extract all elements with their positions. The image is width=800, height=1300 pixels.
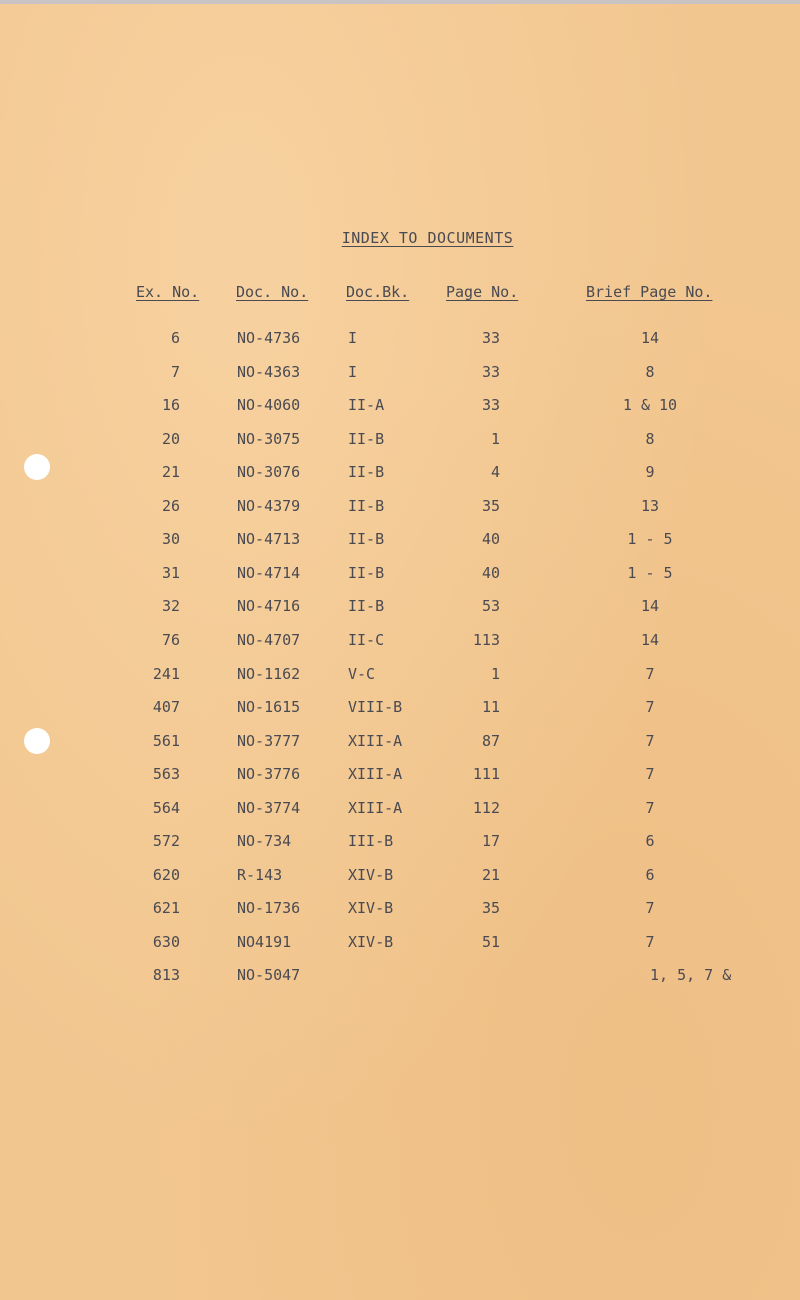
page-no-cell: 35 bbox=[481, 899, 500, 917]
page-no-cell: 51 bbox=[481, 933, 500, 951]
table-row bbox=[0, 363, 800, 397]
brief-page-no-cell: 14 bbox=[640, 329, 660, 347]
page-no-cell: 33 bbox=[481, 363, 500, 381]
doc-no-cell: NO4191 bbox=[237, 933, 292, 951]
brief-page-no-cell: 7 bbox=[645, 732, 655, 750]
page-no-cell: 11 bbox=[481, 698, 500, 716]
page-no-cell: 1 bbox=[490, 430, 500, 448]
ex-no-cell: 563 bbox=[152, 765, 180, 783]
page-no-cell: 113 bbox=[472, 631, 500, 649]
brief-page-no-cell: 8 bbox=[645, 363, 655, 381]
doc-no-cell: NO-4060 bbox=[237, 396, 301, 414]
brief-page-no-cell: 7 bbox=[645, 933, 655, 951]
header-ex-no: Ex. No. bbox=[136, 283, 200, 301]
document-title: INDEX TO DOCUMENTS bbox=[341, 229, 514, 247]
ex-no-cell: 31 bbox=[161, 564, 180, 582]
ex-no-cell: 630 bbox=[152, 933, 180, 951]
brief-page-no-cell: 1 & 10 bbox=[622, 396, 678, 414]
ex-no-cell: 564 bbox=[152, 799, 180, 817]
doc-bk-cell: I bbox=[348, 329, 358, 347]
doc-bk-cell: XIII-A bbox=[348, 732, 403, 750]
header-doc-no: Doc. No. bbox=[236, 283, 309, 301]
doc-bk-cell: XIV-B bbox=[348, 866, 394, 884]
table-row bbox=[0, 732, 800, 766]
ex-no-cell: 20 bbox=[161, 430, 180, 448]
doc-no-cell: NO-1736 bbox=[237, 899, 301, 917]
table-row bbox=[0, 631, 800, 665]
doc-no-cell: NO-4363 bbox=[237, 363, 301, 381]
ex-no-cell: 813 bbox=[152, 966, 180, 984]
table-row bbox=[0, 832, 800, 866]
table-row bbox=[0, 933, 800, 967]
ex-no-cell: 7 bbox=[170, 363, 180, 381]
doc-no-cell: NO-1162 bbox=[237, 665, 301, 683]
brief-page-no-cell: 1, 5, 7 & bbox=[650, 966, 732, 984]
brief-page-no-cell: 7 bbox=[645, 665, 655, 683]
doc-no-cell: NO-734 bbox=[237, 832, 292, 850]
table-row bbox=[0, 866, 800, 900]
doc-no-cell: NO-3774 bbox=[237, 799, 301, 817]
ex-no-cell: 572 bbox=[152, 832, 180, 850]
page-no-cell: 87 bbox=[481, 732, 500, 750]
doc-bk-cell: XIII-A bbox=[348, 799, 403, 817]
doc-bk-cell: XIII-A bbox=[348, 765, 403, 783]
brief-page-no-cell: 7 bbox=[645, 765, 655, 783]
table-row bbox=[0, 396, 800, 430]
brief-page-no-cell: 7 bbox=[645, 698, 655, 716]
header-page-no: Page No. bbox=[446, 283, 519, 301]
ex-no-cell: 561 bbox=[152, 732, 180, 750]
doc-bk-cell: V-C bbox=[348, 665, 376, 683]
page-no-cell: 33 bbox=[481, 329, 500, 347]
doc-bk-cell: II-B bbox=[348, 564, 385, 582]
doc-bk-cell: II-C bbox=[348, 631, 385, 649]
doc-bk-cell: VIII-B bbox=[348, 698, 403, 716]
doc-no-cell: NO-4716 bbox=[237, 597, 301, 615]
table-row bbox=[0, 430, 800, 464]
doc-bk-cell: II-A bbox=[348, 396, 385, 414]
brief-page-no-cell: 13 bbox=[640, 497, 660, 515]
page-no-cell: 111 bbox=[472, 765, 500, 783]
doc-bk-cell: II-B bbox=[348, 430, 385, 448]
ex-no-cell: 30 bbox=[161, 530, 180, 548]
table-row bbox=[0, 799, 800, 833]
doc-bk-cell: I bbox=[348, 363, 358, 381]
doc-no-cell: NO-3777 bbox=[237, 732, 301, 750]
page-no-cell: 40 bbox=[481, 530, 500, 548]
table-row bbox=[0, 899, 800, 933]
brief-page-no-cell: 1 - 5 bbox=[627, 564, 673, 582]
table-row bbox=[0, 530, 800, 564]
doc-no-cell: NO-4736 bbox=[237, 329, 301, 347]
doc-no-cell: R-143 bbox=[237, 866, 283, 884]
brief-page-no-cell: 7 bbox=[645, 799, 655, 817]
doc-no-cell: NO-5047 bbox=[237, 966, 301, 984]
header-doc-bk: Doc.Bk. bbox=[346, 283, 410, 301]
doc-no-cell: NO-4379 bbox=[237, 497, 301, 515]
brief-page-no-cell: 14 bbox=[640, 597, 660, 615]
doc-no-cell: NO-4714 bbox=[237, 564, 301, 582]
table-row bbox=[0, 698, 800, 732]
brief-page-no-cell: 6 bbox=[645, 866, 655, 884]
ex-no-cell: 407 bbox=[152, 698, 180, 716]
brief-page-no-cell: 8 bbox=[645, 430, 655, 448]
doc-bk-cell: XIV-B bbox=[348, 933, 394, 951]
doc-bk-cell: II-B bbox=[348, 497, 385, 515]
doc-bk-cell: II-B bbox=[348, 530, 385, 548]
page-no-cell: 33 bbox=[481, 396, 500, 414]
table-row bbox=[0, 765, 800, 799]
brief-page-no-cell: 9 bbox=[645, 463, 655, 481]
doc-no-cell: NO-3075 bbox=[237, 430, 301, 448]
doc-no-cell: NO-1615 bbox=[237, 698, 301, 716]
ex-no-cell: 76 bbox=[161, 631, 180, 649]
ex-no-cell: 16 bbox=[161, 396, 180, 414]
table-row bbox=[0, 497, 800, 531]
ex-no-cell: 241 bbox=[152, 665, 180, 683]
scan-top-edge bbox=[0, 0, 800, 4]
header-brief-page-no: Brief Page No. bbox=[586, 283, 713, 301]
ex-no-cell: 621 bbox=[152, 899, 180, 917]
doc-bk-cell: II-B bbox=[348, 597, 385, 615]
doc-no-cell: NO-3776 bbox=[237, 765, 301, 783]
brief-page-no-cell: 14 bbox=[640, 631, 660, 649]
page-no-cell: 35 bbox=[481, 497, 500, 515]
table-row bbox=[0, 966, 800, 1000]
doc-bk-cell: XIV-B bbox=[348, 899, 394, 917]
page-no-cell: 112 bbox=[472, 799, 500, 817]
ex-no-cell: 6 bbox=[170, 329, 180, 347]
page-no-cell: 21 bbox=[481, 866, 500, 884]
page-no-cell: 17 bbox=[481, 832, 500, 850]
brief-page-no-cell: 1 - 5 bbox=[627, 530, 673, 548]
table-row bbox=[0, 665, 800, 699]
page-no-cell: 40 bbox=[481, 564, 500, 582]
doc-no-cell: NO-3076 bbox=[237, 463, 301, 481]
brief-page-no-cell: 6 bbox=[645, 832, 655, 850]
doc-no-cell: NO-4713 bbox=[237, 530, 301, 548]
page-no-cell: 4 bbox=[490, 463, 500, 481]
ex-no-cell: 620 bbox=[152, 866, 180, 884]
doc-bk-cell: III-B bbox=[348, 832, 394, 850]
doc-bk-cell: II-B bbox=[348, 463, 385, 481]
table-row bbox=[0, 329, 800, 363]
table-row bbox=[0, 463, 800, 497]
page-no-cell: 1 bbox=[490, 665, 500, 683]
doc-no-cell: NO-4707 bbox=[237, 631, 301, 649]
ex-no-cell: 32 bbox=[161, 597, 180, 615]
brief-page-no-cell: 7 bbox=[645, 899, 655, 917]
table-row bbox=[0, 597, 800, 631]
ex-no-cell: 26 bbox=[161, 497, 180, 515]
ex-no-cell: 21 bbox=[161, 463, 180, 481]
page-no-cell: 53 bbox=[481, 597, 500, 615]
table-row bbox=[0, 564, 800, 598]
